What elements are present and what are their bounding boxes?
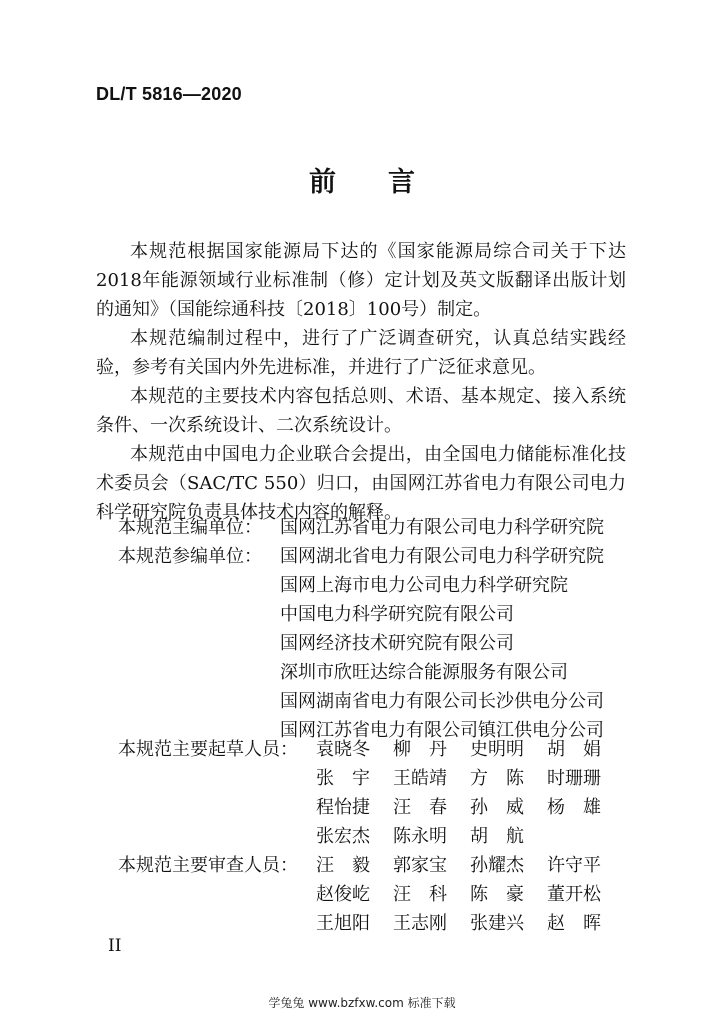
standard-number: DL/T 5816—2020 — [96, 84, 242, 104]
drafters-row — [96, 793, 656, 822]
participating-unit: 深圳市欣旺达综合能源服务有限公司 — [280, 662, 568, 683]
person-name: 袁晓冬 — [316, 739, 370, 760]
participating-unit-row — [96, 571, 656, 600]
person-name: 王旭阳 — [316, 913, 370, 934]
person-name: 胡 航 — [470, 826, 524, 847]
paragraph: 本规范编制过程中，进行了广泛调查研究，认真总结实践经验，参考有关国内外先进标准，并进行了广泛征求意见。 — [96, 328, 626, 378]
units-list — [96, 513, 656, 745]
person-name: 时珊珊 — [547, 768, 601, 789]
reviewers-label: 本规范主要审查人员： — [118, 855, 298, 876]
person-name: 程怡捷 — [316, 797, 370, 818]
person-name: 汪 春 — [393, 797, 447, 818]
footer-watermark: 学兔兔 www.bzfxw.com 标准下载 — [268, 996, 456, 1010]
person-name: 郭家宝 — [393, 855, 447, 876]
participating-unit-row — [96, 600, 656, 629]
person-name: 汪 科 — [393, 884, 447, 905]
title-char-1: 前 — [309, 167, 336, 198]
participating-unit: 国网湖南省电力有限公司长沙供电分公司 — [280, 691, 604, 712]
participating-unit: 国网江苏省电力有限公司镇江供电分公司 — [280, 720, 604, 741]
paragraph: 本规范由中国电力企业联合会提出，由全国电力储能标准化技术委员会（SAC/TC 550）归口，由国网江苏省电力有限公司电力科学研究院负责具体技术内容的解释。 — [96, 444, 626, 523]
person-name: 方 陈 — [470, 768, 524, 789]
person-name: 孙耀杰 — [470, 855, 524, 876]
person-name: 王志刚 — [393, 913, 447, 934]
drafters-row — [96, 735, 656, 764]
reviewers-row — [96, 851, 656, 880]
drafters-label: 本规范主要起草人员： — [118, 739, 298, 760]
person-name: 汪 毅 — [316, 855, 370, 876]
person-name: 史明明 — [470, 739, 524, 760]
page-number: II — [108, 936, 122, 956]
person-name: 许守平 — [547, 855, 601, 876]
paragraph: 本规范根据国家能源局下达的《国家能源局综合司关于下达2018年能源领域行业标准制（修）定计划及英文版翻译出版计划的通知》（国能综通科技〔2018〕100号）制定。 — [96, 241, 626, 320]
drafters-row — [96, 822, 656, 851]
person-name: 陈永明 — [393, 826, 447, 847]
person-name: 杨 雄 — [547, 797, 601, 818]
participating-unit-row — [96, 658, 656, 687]
person-name: 孙 威 — [470, 797, 524, 818]
participating-unit-label: 本规范参编单位： — [118, 546, 262, 567]
participating-unit: 国网湖北省电力有限公司电力科学研究院 — [280, 546, 604, 567]
person-name: 赵俊屹 — [316, 884, 370, 905]
participating-unit: 国网上海市电力公司电力科学研究院 — [280, 575, 568, 596]
title-char-2: 言 — [388, 167, 415, 198]
person-name: 柳 丹 — [393, 739, 447, 760]
participating-unit-row — [96, 687, 656, 716]
page-title — [0, 160, 724, 199]
foreword-body — [96, 237, 626, 527]
person-name: 张宏杰 — [316, 826, 370, 847]
paragraph: 本规范的主要技术内容包括总则、术语、基本规定、接入系统条件、一次系统设计、二次系统设计。 — [96, 386, 626, 436]
participating-unit: 中国电力科学研究院有限公司 — [280, 604, 514, 625]
chief-unit-row — [96, 513, 656, 542]
participating-unit-row — [96, 542, 656, 571]
chief-unit: 国网江苏省电力有限公司电力科学研究院 — [280, 517, 604, 538]
chief-unit-label: 本规范主编单位： — [118, 517, 262, 538]
person-name: 董开松 — [547, 884, 601, 905]
drafters-row — [96, 764, 656, 793]
person-name: 陈 豪 — [470, 884, 524, 905]
person-name: 赵 晖 — [547, 913, 601, 934]
participating-unit-row — [96, 629, 656, 658]
person-name: 胡 娟 — [547, 739, 601, 760]
person-name: 张 宇 — [316, 768, 370, 789]
person-name: 张建兴 — [470, 913, 524, 934]
participating-unit: 国网经济技术研究院有限公司 — [280, 633, 514, 654]
people-list — [96, 735, 656, 938]
reviewers-row — [96, 880, 656, 909]
person-name: 王皓靖 — [393, 768, 447, 789]
reviewers-row — [96, 909, 656, 938]
